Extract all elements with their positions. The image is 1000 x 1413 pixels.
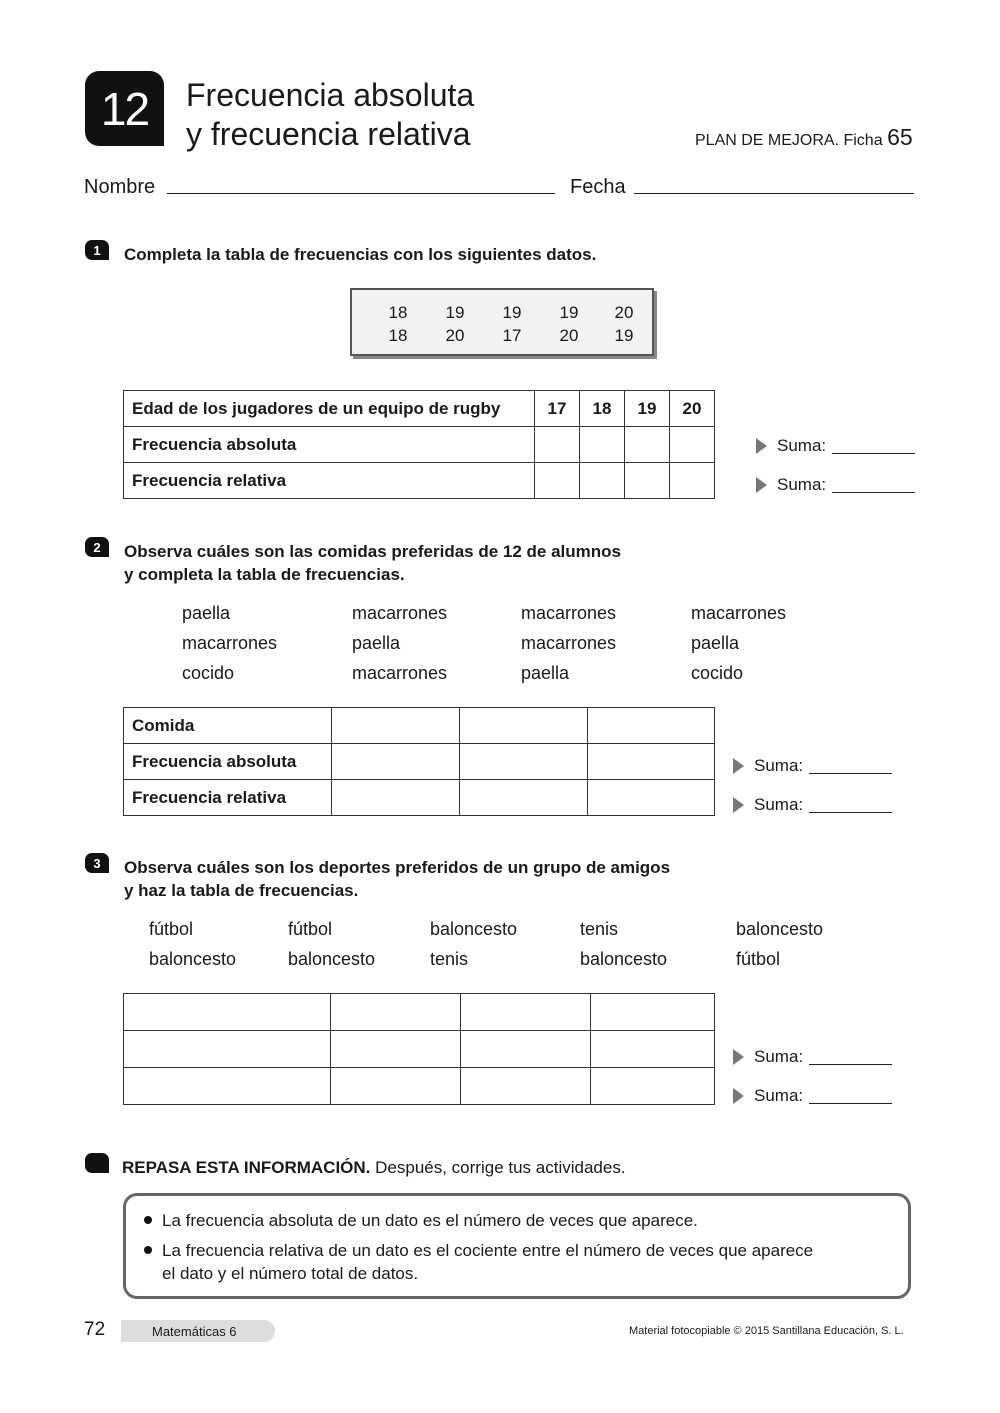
table-answer-cell[interactable] (332, 780, 460, 816)
data-value: 20 (445, 326, 465, 345)
sport-word: baloncesto (736, 919, 824, 939)
ficha-number: 65 (887, 124, 913, 150)
table-answer-cell[interactable] (332, 744, 460, 780)
plan-text: PLAN DE MEJORA. Ficha (695, 132, 883, 149)
food-word: cocido (182, 663, 235, 683)
food-word: paella (691, 633, 740, 653)
table-answer-cell[interactable] (580, 463, 625, 499)
suma-label: Suma: (777, 436, 827, 455)
exercise-1-statement: Completa la tabla de frecuencias con los siguientes datos. (124, 245, 597, 264)
food-word: macarrones (691, 603, 787, 623)
table-header-cell: 17 (535, 391, 580, 427)
data-value: 19 (502, 303, 522, 322)
suma-blank[interactable] (809, 759, 892, 774)
table-row (124, 744, 715, 780)
bullet-text: La frecuencia relativa de un dato es el cociente entre el número de veces que aparece (162, 1241, 814, 1260)
sport-word: tenis (430, 949, 469, 969)
suma-blank[interactable] (809, 798, 892, 813)
table-answer-cell[interactable] (535, 427, 580, 463)
suma-label: Suma: (754, 1047, 804, 1066)
table-row (124, 780, 715, 816)
table-answer-cell[interactable] (625, 463, 670, 499)
exercise-2-statement (124, 540, 621, 586)
title-line-2: y frecuencia relativa (186, 116, 471, 152)
table-answer-cell[interactable] (461, 994, 591, 1031)
suma-field (756, 436, 915, 456)
sport-word: tenis (580, 919, 619, 939)
statement-line: y completa la tabla de frecuencias. (124, 565, 405, 584)
bullet-icon (144, 1216, 152, 1224)
food-word: cocido (691, 663, 744, 683)
table-row-label: Frecuencia relativa (124, 463, 535, 499)
data-value: 19 (559, 303, 579, 322)
data-value: 18 (388, 303, 408, 322)
table-answer-cell[interactable] (535, 463, 580, 499)
table-row-label: Comida (124, 708, 332, 744)
book-label: Matemáticas 6 (121, 1320, 275, 1342)
table-answer-cell[interactable] (670, 427, 715, 463)
unit-number-badge: 12 (85, 71, 164, 146)
table-answer-cell[interactable] (591, 1031, 715, 1068)
exercise-3-table (123, 993, 715, 1105)
info-bullet (162, 1239, 813, 1285)
table-header-cell: 20 (670, 391, 715, 427)
name-field[interactable] (167, 193, 555, 194)
suma-label: Suma: (754, 1086, 804, 1105)
bullet-text: el dato y el número total de datos. (162, 1264, 419, 1283)
review-heading-text: Después, corrige tus actividades. (375, 1158, 626, 1177)
suma-label: Suma: (777, 475, 827, 494)
plan-label (695, 124, 913, 151)
table-header-cell: 19 (625, 391, 670, 427)
sport-word: baloncesto (430, 919, 518, 939)
sport-word: fútbol (736, 949, 781, 969)
page-title (186, 76, 474, 154)
food-word: macarrones (182, 633, 278, 653)
table-row (124, 1031, 715, 1068)
sport-word: baloncesto (580, 949, 668, 969)
info-bullet (162, 1209, 698, 1232)
sport-word: fútbol (149, 919, 194, 939)
table-row (124, 708, 715, 744)
table-answer-cell[interactable] (331, 1031, 461, 1068)
review-badge (85, 1153, 109, 1173)
exercise-2-table (123, 707, 715, 816)
food-word: macarrones (352, 663, 448, 683)
suma-label: Suma: (754, 795, 804, 814)
suma-blank[interactable] (809, 1050, 892, 1065)
arrow-right-icon (733, 758, 744, 774)
date-label: Fecha (570, 176, 626, 198)
exercise-1-badge: 1 (85, 240, 109, 260)
table-answer-cell[interactable] (124, 1068, 331, 1105)
name-label: Nombre (84, 176, 156, 198)
table-answer-cell[interactable] (331, 1068, 461, 1105)
review-heading (122, 1158, 626, 1178)
table-row-label: Frecuencia absoluta (124, 427, 535, 463)
food-word: paella (352, 633, 401, 653)
arrow-right-icon (733, 1088, 744, 1104)
suma-field (733, 1086, 892, 1106)
suma-blank[interactable] (832, 439, 915, 454)
bullet-icon (144, 1246, 152, 1254)
table-header-cell: 18 (580, 391, 625, 427)
statement-line: Observa cuáles son las comidas preferidas de 12 de alumnos (124, 542, 621, 561)
table-answer-cell[interactable] (332, 708, 460, 744)
suma-blank[interactable] (832, 478, 915, 493)
data-value: 17 (502, 326, 522, 345)
food-word: paella (182, 603, 231, 623)
exercise-3-statement (124, 856, 670, 902)
food-word: macarrones (521, 603, 617, 623)
table-row (124, 994, 715, 1031)
data-value: 20 (559, 326, 579, 345)
arrow-right-icon (733, 1049, 744, 1065)
exercise-2-badge: 2 (85, 537, 109, 557)
table-answer-cell[interactable] (580, 427, 625, 463)
data-value: 19 (445, 303, 465, 322)
suma-field (756, 475, 915, 495)
arrow-right-icon (756, 438, 767, 454)
table-answer-cell[interactable] (588, 744, 715, 780)
table-answer-cell[interactable] (460, 780, 588, 816)
exercise-1-table (123, 390, 715, 499)
suma-field (733, 795, 892, 815)
table-answer-cell[interactable] (588, 780, 715, 816)
table-row (124, 1068, 715, 1105)
table-answer-cell[interactable] (124, 994, 331, 1031)
data-box (350, 288, 654, 356)
suma-field (733, 756, 892, 776)
data-value: 19 (614, 326, 634, 345)
table-answer-cell[interactable] (588, 708, 715, 744)
copyright: Material fotocopiable © 2015 Santillana Educación, S. L. (629, 1325, 904, 1337)
statement-line: y haz la tabla de frecuencias. (124, 881, 359, 900)
arrow-right-icon (733, 797, 744, 813)
table-header-cell: Edad de los jugadores de un equipo de rugby (124, 391, 535, 427)
statement-line: Observa cuáles son los deportes preferidos de un grupo de amigos (124, 858, 671, 877)
food-word: paella (521, 663, 570, 683)
table-row-label: Frecuencia absoluta (124, 744, 332, 780)
suma-blank[interactable] (809, 1089, 892, 1104)
food-word: macarrones (521, 633, 617, 653)
bullet-text: La frecuencia absoluta de un dato es el número de veces que aparece. (162, 1211, 698, 1230)
suma-label: Suma: (754, 756, 804, 775)
table-answer-cell[interactable] (461, 1031, 591, 1068)
table-answer-cell[interactable] (625, 427, 670, 463)
table-row-label: Frecuencia relativa (124, 780, 332, 816)
title-line-1: Frecuencia absoluta (186, 77, 475, 113)
page-number: 72 (84, 1319, 106, 1340)
table-answer-cell[interactable] (331, 994, 461, 1031)
table-answer-cell[interactable] (124, 1031, 331, 1068)
table-row (124, 391, 715, 427)
data-value: 20 (614, 303, 634, 322)
review-heading-bold: REPASA ESTA INFORMACIÓN. (122, 1158, 371, 1177)
date-field[interactable] (634, 193, 914, 194)
table-row (124, 427, 715, 463)
table-answer-cell[interactable] (460, 708, 588, 744)
arrow-right-icon (756, 477, 767, 493)
sport-word: baloncesto (149, 949, 237, 969)
table-answer-cell[interactable] (461, 1068, 591, 1105)
table-answer-cell[interactable] (591, 994, 715, 1031)
sport-word: baloncesto (288, 949, 376, 969)
table-answer-cell[interactable] (670, 463, 715, 499)
suma-field (733, 1047, 892, 1067)
table-answer-cell[interactable] (460, 744, 588, 780)
sport-word: fútbol (288, 919, 333, 939)
food-word: macarrones (352, 603, 448, 623)
data-value: 18 (388, 326, 408, 345)
table-row (124, 463, 715, 499)
table-answer-cell[interactable] (591, 1068, 715, 1105)
exercise-3-badge: 3 (85, 853, 109, 873)
